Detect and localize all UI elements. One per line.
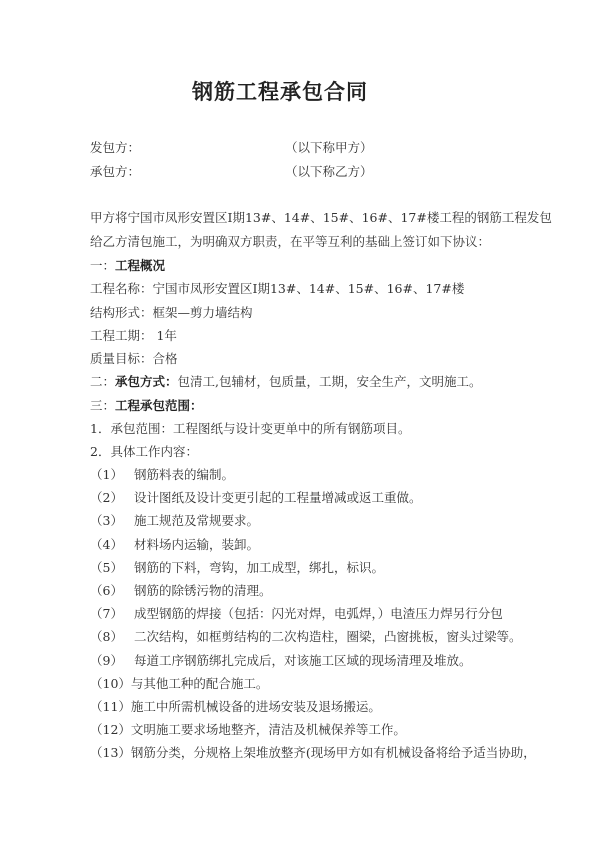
scope-line: 1．承包范围：工程图纸与设计变更单中的所有钢筋项目。 — [90, 421, 411, 436]
overview-line: 质量目标：合格 — [90, 351, 178, 366]
section-prefix: 三： — [90, 398, 116, 413]
item-text: 钢筋的除锈污物的清理。 — [134, 583, 272, 598]
item-text: 钢筋的下料，弯钩，加工成型，绑扎，标识。 — [134, 559, 385, 575]
overview-line: 工程名称：宁国市凤形安置区Ⅰ期13#、14#、15#、16#、17#楼 — [90, 281, 465, 296]
item-number: （3） — [90, 513, 123, 529]
overview-line: 结构形式：框架—剪力墙结构 — [90, 305, 253, 320]
item-number: （7） — [90, 606, 123, 622]
item-text: 与其他工种的配合施工。 — [130, 675, 269, 691]
work-item — [90, 537, 259, 553]
section-3-heading — [90, 398, 203, 414]
work-item — [90, 606, 503, 622]
section-prefix: 二： — [90, 374, 116, 389]
item-number: （9） — [90, 652, 123, 668]
party-a-label: 发包方： — [90, 140, 141, 155]
intro-line: 甲方将宁国市凤形安置区Ⅰ期13#、14#、15#、16#、17#楼工程的钢筋工程发包 — [90, 210, 552, 225]
item-text: 每道工序钢筋绑扎完成后，对该施工区域的现场清理及堆放。 — [134, 652, 472, 668]
section-title: 承包方式： — [115, 374, 178, 389]
item-text: 材料场内运输，装卸。 — [134, 536, 260, 552]
item-text: 文明施工要求场地整齐，清洁及机械保养等工作。 — [130, 722, 406, 738]
work-item — [90, 699, 381, 715]
item-number: （4） — [90, 536, 123, 552]
work-item — [90, 513, 259, 529]
item-number: （13） — [90, 745, 131, 761]
item-number: （10） — [90, 675, 131, 691]
item-number: （12） — [90, 722, 131, 738]
section-title: 工程承包范围： — [115, 398, 203, 413]
party-b-note: （以下称乙方） — [285, 164, 373, 179]
section-2-heading — [90, 374, 482, 390]
work-item — [90, 560, 384, 576]
section-prefix: 一： — [90, 258, 116, 273]
work-item — [90, 583, 272, 599]
item-number: （2） — [90, 490, 123, 506]
item-text: 钢筋分类，分规格上架堆放整齐(现场甲方如有机械设备将给予适当协助， — [130, 745, 536, 761]
party-b-line — [90, 164, 373, 180]
item-text: 施工规范及常规要求。 — [134, 513, 260, 529]
item-text: 二次结构，如框剪结构的二次构造柱，圈梁，凸窗挑板，窗头过梁等。 — [134, 629, 522, 645]
item-number: （5） — [90, 559, 123, 575]
party-b-label: 承包方： — [90, 164, 141, 179]
item-text: 钢筋料表的编制。 — [134, 467, 235, 482]
item-text: 成型钢筋的焊接（包括：闪光对焊，电弧焊，）电渣压力焊另行分包 — [134, 606, 503, 622]
party-a-note: （以下称甲方） — [285, 140, 373, 155]
item-number: （6） — [90, 583, 123, 598]
section-title: 工程概况 — [115, 258, 166, 273]
work-item — [90, 490, 422, 506]
work-item — [90, 676, 268, 692]
item-number: （11） — [90, 699, 131, 714]
scope-line: 2．具体工作内容： — [90, 444, 198, 459]
work-item — [90, 745, 536, 761]
section-text: 包清工,包辅材，包质量，工期，安全生产，文明施工。 — [177, 374, 482, 389]
item-number: （8） — [90, 629, 123, 645]
party-a-line — [90, 140, 373, 156]
work-item — [90, 629, 522, 645]
overview-line: 工程工期： 1年 — [90, 328, 177, 343]
item-text: 施工中所需机械设备的进场安装及退场搬运。 — [130, 699, 381, 714]
document-title: 钢筋工程承包合同 — [192, 79, 368, 104]
work-item — [90, 467, 234, 483]
item-number: （1） — [90, 467, 123, 482]
intro-line: 给乙方清包施工，为明确双方职责，在平等互利的基础上签订如下协议： — [90, 234, 491, 249]
work-item — [90, 653, 472, 669]
work-item — [90, 722, 406, 738]
section-1-heading — [90, 258, 165, 274]
item-text: 设计图纸及设计变更引起的工程量增减或返工重做。 — [134, 490, 422, 506]
